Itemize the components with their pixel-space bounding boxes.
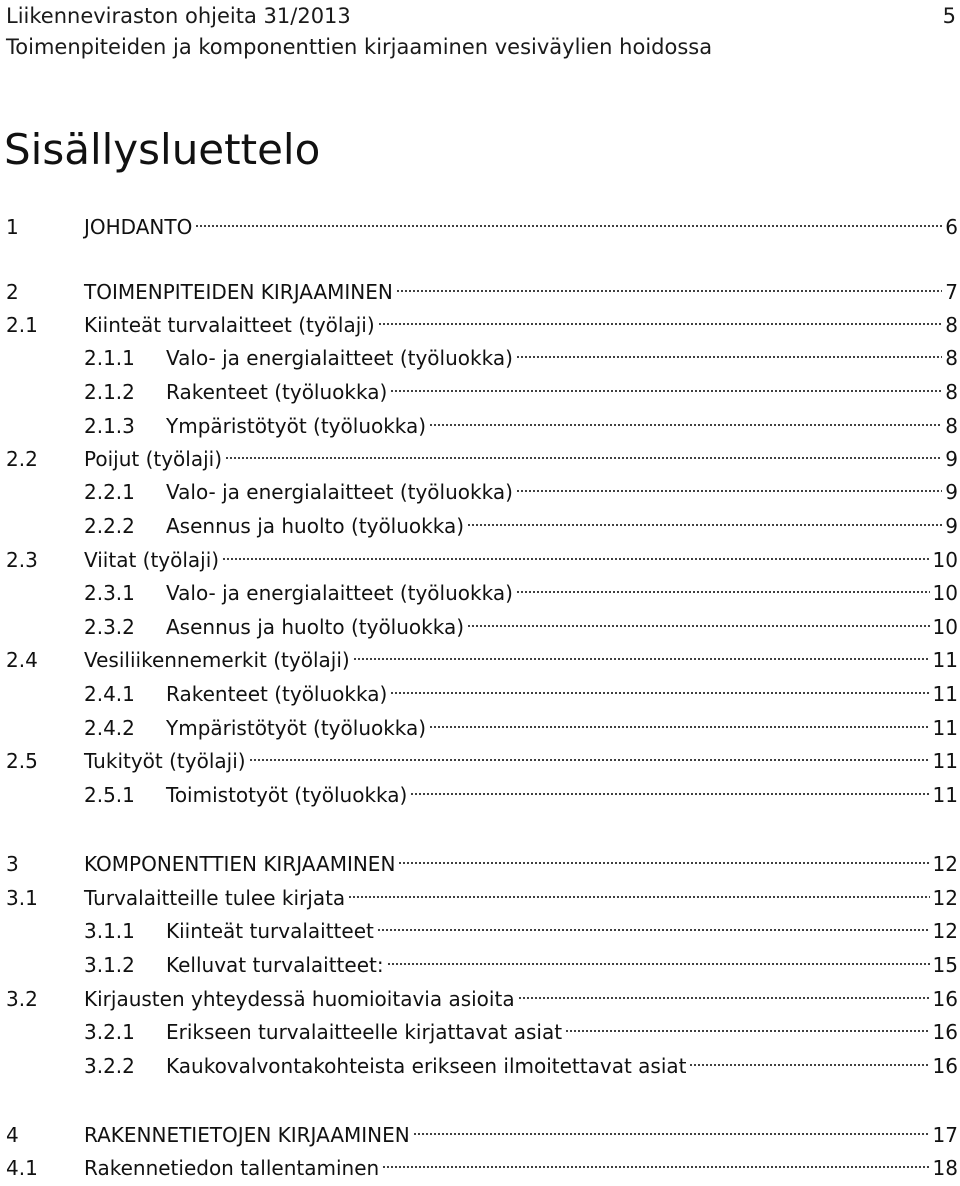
- toc-entry-page: 11: [932, 749, 958, 773]
- toc-entry-label: Ympäristötyöt (työluokka): [166, 716, 427, 740]
- toc-entry[interactable]: [6, 277, 958, 307]
- toc-entry-label: Valo- ja energialaitteet (työluokka): [166, 581, 513, 605]
- toc-entry-number: 2.1: [6, 313, 38, 337]
- toc-entry-number: 2.3.2: [84, 615, 135, 639]
- toc-entry-number: 2.2: [6, 447, 38, 471]
- toc-entry-page: 7: [945, 280, 958, 304]
- toc-entry[interactable]: [6, 984, 958, 1014]
- toc-entry-page: 11: [932, 648, 958, 672]
- toc-entry-page: 8: [945, 313, 958, 337]
- dot-leader: [390, 388, 942, 394]
- dot-leader: [518, 995, 930, 1001]
- toc-entry-label: Kelluvat turvalaitteet:: [166, 953, 384, 977]
- toc-entry-label: Asennus ja huolto (työluokka): [166, 615, 465, 639]
- toc-entry-label: Rakenteet (työluokka): [166, 380, 388, 404]
- dot-leader: [467, 623, 930, 629]
- toc-entry[interactable]: [84, 477, 958, 507]
- toc-entry-number: 2: [6, 280, 19, 304]
- toc-entry[interactable]: [84, 411, 958, 441]
- toc-entry[interactable]: [84, 950, 958, 980]
- toc-entry-page: 16: [932, 1020, 958, 1044]
- toc-entry[interactable]: [84, 511, 958, 541]
- toc-entry[interactable]: [84, 578, 958, 608]
- toc-entry[interactable]: [84, 1051, 958, 1081]
- toc-entry-number: 3.2.1: [84, 1020, 135, 1044]
- toc-entry-label: Tukityöt (työlaji): [84, 749, 246, 773]
- toc-entry-number: 4.1: [6, 1156, 38, 1180]
- publication-title: Liikenneviraston ohjeita 31/2013: [6, 4, 351, 28]
- toc-entry[interactable]: [84, 679, 958, 709]
- toc-entry-number: 2.4.2: [84, 716, 135, 740]
- toc-entry[interactable]: [6, 883, 958, 913]
- toc-entry-number: 3.1.1: [84, 919, 135, 943]
- toc-entry-page: 16: [932, 987, 958, 1011]
- toc-entry[interactable]: [84, 1017, 958, 1047]
- dot-leader: [378, 321, 943, 327]
- toc-entry-page: 16: [932, 1054, 958, 1078]
- toc-entry-page: 9: [945, 447, 958, 471]
- toc-entry-page: 9: [945, 480, 958, 504]
- dot-leader: [516, 488, 942, 494]
- toc-entry-page: 11: [932, 682, 958, 706]
- toc-entry-number: 1: [6, 215, 19, 239]
- toc-entry-label: Kaukovalvontakohteista erikseen ilmoitettavat asiat: [166, 1054, 687, 1078]
- toc-entry-label: Poijut (työlaji): [84, 447, 223, 471]
- toc-entry-number: 2.5.1: [84, 783, 135, 807]
- toc-entry-page: 8: [945, 346, 958, 370]
- dot-leader: [249, 757, 930, 763]
- dot-leader: [565, 1028, 929, 1034]
- toc-entry[interactable]: [6, 545, 958, 575]
- toc-entry-page: 12: [932, 886, 958, 910]
- toc-entry-number: 3.1.2: [84, 953, 135, 977]
- dot-leader: [429, 724, 929, 730]
- dot-leader: [398, 860, 929, 866]
- dot-leader: [429, 422, 942, 428]
- dot-leader: [467, 522, 942, 528]
- toc-entry-label: Kiinteät turvalaitteet: [166, 919, 374, 943]
- toc-entry[interactable]: [6, 1153, 958, 1183]
- dot-leader: [353, 656, 930, 662]
- toc-entry-page: 18: [932, 1156, 958, 1180]
- dot-leader: [689, 1062, 929, 1068]
- toc-entry-number: 2.5: [6, 749, 38, 773]
- dot-leader: [410, 791, 929, 797]
- toc-entry[interactable]: [6, 849, 958, 879]
- dot-leader: [225, 455, 942, 461]
- document-subtitle: Toimenpiteiden ja komponenttien kirjaaminen vesiväylien hoidossa: [6, 35, 713, 59]
- toc-entry[interactable]: [6, 746, 958, 776]
- toc-entry-label: Rakennetiedon tallentaminen: [84, 1156, 380, 1180]
- toc-entry-number: 4: [6, 1123, 19, 1147]
- dot-leader: [195, 223, 942, 229]
- toc-entry[interactable]: [84, 377, 958, 407]
- toc-entry-label: Erikseen turvalaitteelle kirjattavat asiat: [166, 1020, 563, 1044]
- toc-entry-page: 12: [932, 919, 958, 943]
- toc-entry-label: KOMPONENTTIEN KIRJAAMINEN: [84, 852, 396, 876]
- toc-entry-number: 2.2.2: [84, 514, 135, 538]
- toc-entry-label: Valo- ja energialaitteet (työluokka): [166, 480, 513, 504]
- toc-entry-label: Vesiliikennemerkit (työlaji): [84, 648, 350, 672]
- dot-leader: [413, 1131, 930, 1137]
- toc-entry-number: 2.2.1: [84, 480, 135, 504]
- toc-entry[interactable]: [6, 444, 958, 474]
- dot-leader: [390, 690, 929, 696]
- toc-entry-number: 2.3: [6, 548, 38, 572]
- dot-leader: [396, 288, 942, 294]
- toc-entry-page: 11: [932, 783, 958, 807]
- toc-entry-page: 17: [932, 1123, 958, 1147]
- toc-entry-label: JOHDANTO: [84, 215, 193, 239]
- toc-entry-label: Rakenteet (työluokka): [166, 682, 388, 706]
- toc-entry-number: 3: [6, 852, 19, 876]
- toc-entry[interactable]: [84, 713, 958, 743]
- toc-entry[interactable]: [84, 916, 958, 946]
- toc-entry[interactable]: [84, 343, 958, 373]
- page-number: 5: [942, 4, 956, 28]
- toc-entry-number: 2.4: [6, 648, 38, 672]
- toc-entry-label: Turvalaitteille tulee kirjata: [84, 886, 346, 910]
- toc-entry[interactable]: [6, 310, 958, 340]
- toc-entry-page: 11: [932, 716, 958, 740]
- toc-entry-page: 6: [945, 215, 958, 239]
- toc-entry-page: 8: [945, 380, 958, 404]
- dot-leader: [377, 927, 930, 933]
- toc-entry-label: Kirjausten yhteydessä huomioitavia asioita: [84, 987, 515, 1011]
- toc-entry-number: 2.1.3: [84, 414, 135, 438]
- dot-leader: [516, 354, 942, 360]
- dot-leader: [382, 1164, 929, 1170]
- toc-entry[interactable]: [6, 645, 958, 675]
- toc-entry-number: 3.2: [6, 987, 38, 1011]
- toc-entry[interactable]: [6, 1120, 958, 1150]
- toc-title: Sisällysluettelo: [4, 125, 321, 174]
- toc-entry-page: 10: [932, 548, 958, 572]
- dot-leader: [222, 556, 929, 562]
- toc-entry-page: 15: [932, 953, 958, 977]
- toc-entry-label: Kiinteät turvalaitteet (työlaji): [84, 313, 375, 337]
- toc-entry-page: 8: [945, 414, 958, 438]
- toc-entry-number: 2.3.1: [84, 581, 135, 605]
- toc-entry-label: Asennus ja huolto (työluokka): [166, 514, 465, 538]
- toc-entry-number: 2.1.1: [84, 346, 135, 370]
- toc-entry-number: 3.2.2: [84, 1054, 135, 1078]
- toc-entry-page: 10: [932, 581, 958, 605]
- toc-entry-page: 12: [932, 852, 958, 876]
- toc-entry-number: 2.4.1: [84, 682, 135, 706]
- toc-entry-label: Valo- ja energialaitteet (työluokka): [166, 346, 513, 370]
- dot-leader: [516, 589, 930, 595]
- toc-entry-label: Ympäristötyöt (työluokka): [166, 414, 427, 438]
- dot-leader: [348, 894, 929, 900]
- dot-leader: [387, 961, 930, 967]
- toc-entry[interactable]: [84, 612, 958, 642]
- toc-entry-label: RAKENNETIETOJEN KIRJAAMINEN: [84, 1123, 410, 1147]
- toc-entry-number: 3.1: [6, 886, 38, 910]
- table-of-contents: [6, 0, 958, 1186]
- toc-entry-label: Toimistotyöt (työluokka): [166, 783, 408, 807]
- toc-entry-page: 10: [932, 615, 958, 639]
- toc-entry-page: 9: [945, 514, 958, 538]
- toc-entry[interactable]: [84, 780, 958, 810]
- toc-entry-label: TOIMENPITEIDEN KIRJAAMINEN: [84, 280, 393, 304]
- toc-entry[interactable]: [6, 212, 958, 242]
- toc-entry-number: 2.1.2: [84, 380, 135, 404]
- toc-entry-label: Viitat (työlaji): [84, 548, 220, 572]
